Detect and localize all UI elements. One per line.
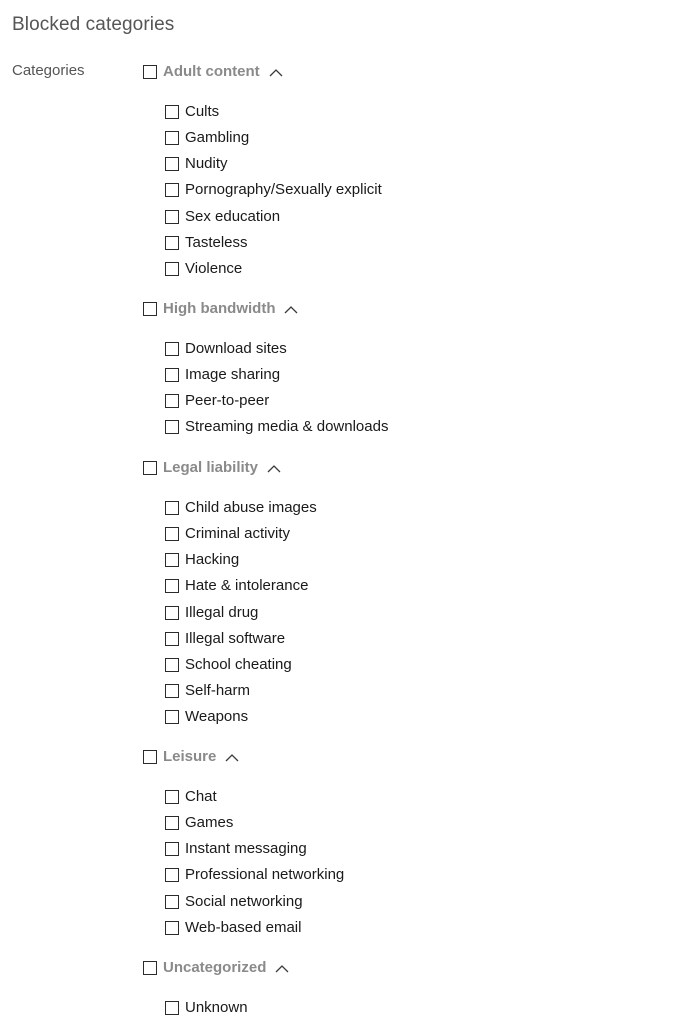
- item-label[interactable]: Illegal drug: [185, 603, 259, 621]
- group-checkbox-uncategorized[interactable]: [143, 961, 157, 975]
- item-checkbox-weapons[interactable]: [165, 710, 179, 724]
- item-checkbox-image-sharing[interactable]: [165, 368, 179, 382]
- group-checkbox-adult-content[interactable]: [143, 65, 157, 79]
- item-checkbox-self-harm[interactable]: [165, 684, 179, 698]
- item-label[interactable]: Gambling: [185, 129, 250, 147]
- item-checkbox-nudity[interactable]: [165, 157, 179, 171]
- item-label[interactable]: Violence: [185, 259, 243, 277]
- item-label[interactable]: Cults: [185, 103, 220, 120]
- chevron-up-icon[interactable]: [275, 964, 289, 974]
- group-checkbox-legal-liability[interactable]: [143, 461, 157, 475]
- chevron-up-icon[interactable]: [225, 753, 239, 763]
- item-label[interactable]: Peer-to-peer: [185, 392, 270, 410]
- group-label[interactable]: Adult content: [163, 63, 260, 80]
- item-checkbox-unknown[interactable]: [165, 1001, 179, 1015]
- item-label[interactable]: Instant messaging: [185, 840, 307, 858]
- item-checkbox-hate-and-intolerance[interactable]: [165, 579, 179, 593]
- item-label[interactable]: Child abuse images: [185, 499, 317, 516]
- item-label[interactable]: Nudity: [185, 155, 228, 173]
- item-checkbox-chat[interactable]: [165, 790, 179, 804]
- item-checkbox-professional-networking[interactable]: [165, 868, 179, 882]
- item-checkbox-cults[interactable]: [165, 105, 179, 119]
- item-checkbox-violence[interactable]: [165, 262, 179, 276]
- item-checkbox-peer-to-peer[interactable]: [165, 394, 179, 408]
- item-checkbox-streaming-media-and-downloads[interactable]: [165, 420, 179, 434]
- group-label[interactable]: Leisure: [163, 748, 217, 765]
- group-label[interactable]: High bandwidth: [163, 300, 276, 317]
- item-checkbox-pornography-sexually-explicit[interactable]: [165, 183, 179, 197]
- item-label[interactable]: Tasteless: [185, 233, 248, 251]
- item-checkbox-child-abuse-images[interactable]: [165, 501, 179, 515]
- item-label[interactable]: Self-harm: [185, 682, 251, 700]
- item-label[interactable]: Pornography/Sexually explicit: [185, 181, 382, 199]
- item-checkbox-web-based-email[interactable]: [165, 921, 179, 935]
- item-checkbox-sex-education[interactable]: [165, 210, 179, 224]
- page-title: Blocked categories: [12, 14, 175, 35]
- item-label[interactable]: Unknown: [185, 999, 248, 1016]
- item-label[interactable]: Chat: [185, 788, 217, 805]
- item-checkbox-download-sites[interactable]: [165, 342, 179, 356]
- group-checkbox-leisure[interactable]: [143, 750, 157, 764]
- item-label[interactable]: Professional networking: [185, 866, 345, 884]
- group-label[interactable]: Uncategorized: [163, 959, 267, 976]
- group-checkbox-high-bandwidth[interactable]: [143, 302, 157, 316]
- chevron-up-icon[interactable]: [267, 464, 281, 474]
- item-checkbox-illegal-drug[interactable]: [165, 606, 179, 620]
- item-label[interactable]: Web-based email: [185, 918, 302, 936]
- item-label[interactable]: Sex education: [185, 207, 281, 225]
- item-checkbox-games[interactable]: [165, 816, 179, 830]
- item-label[interactable]: School cheating: [185, 655, 292, 673]
- item-label[interactable]: Criminal activity: [185, 525, 291, 543]
- item-label[interactable]: Download sites: [185, 340, 287, 357]
- item-checkbox-hacking[interactable]: [165, 553, 179, 567]
- group-label[interactable]: Legal liability: [163, 459, 259, 476]
- item-checkbox-social-networking[interactable]: [165, 895, 179, 909]
- categories-label: Categories: [12, 62, 85, 79]
- item-checkbox-gambling[interactable]: [165, 131, 179, 145]
- item-label[interactable]: Illegal software: [185, 629, 286, 647]
- item-checkbox-illegal-software[interactable]: [165, 632, 179, 646]
- item-label[interactable]: Streaming media & downloads: [185, 418, 389, 436]
- item-label[interactable]: Hate & intolerance: [185, 577, 309, 595]
- item-checkbox-tasteless[interactable]: [165, 236, 179, 250]
- item-label[interactable]: Games: [185, 814, 234, 832]
- item-checkbox-school-cheating[interactable]: [165, 658, 179, 672]
- item-checkbox-criminal-activity[interactable]: [165, 527, 179, 541]
- chevron-up-icon[interactable]: [269, 68, 283, 78]
- item-checkbox-instant-messaging[interactable]: [165, 842, 179, 856]
- item-label[interactable]: Hacking: [185, 551, 240, 569]
- chevron-up-icon[interactable]: [284, 305, 298, 315]
- item-label[interactable]: Weapons: [185, 708, 249, 726]
- item-label[interactable]: Social networking: [185, 892, 303, 910]
- item-label[interactable]: Image sharing: [185, 366, 281, 384]
